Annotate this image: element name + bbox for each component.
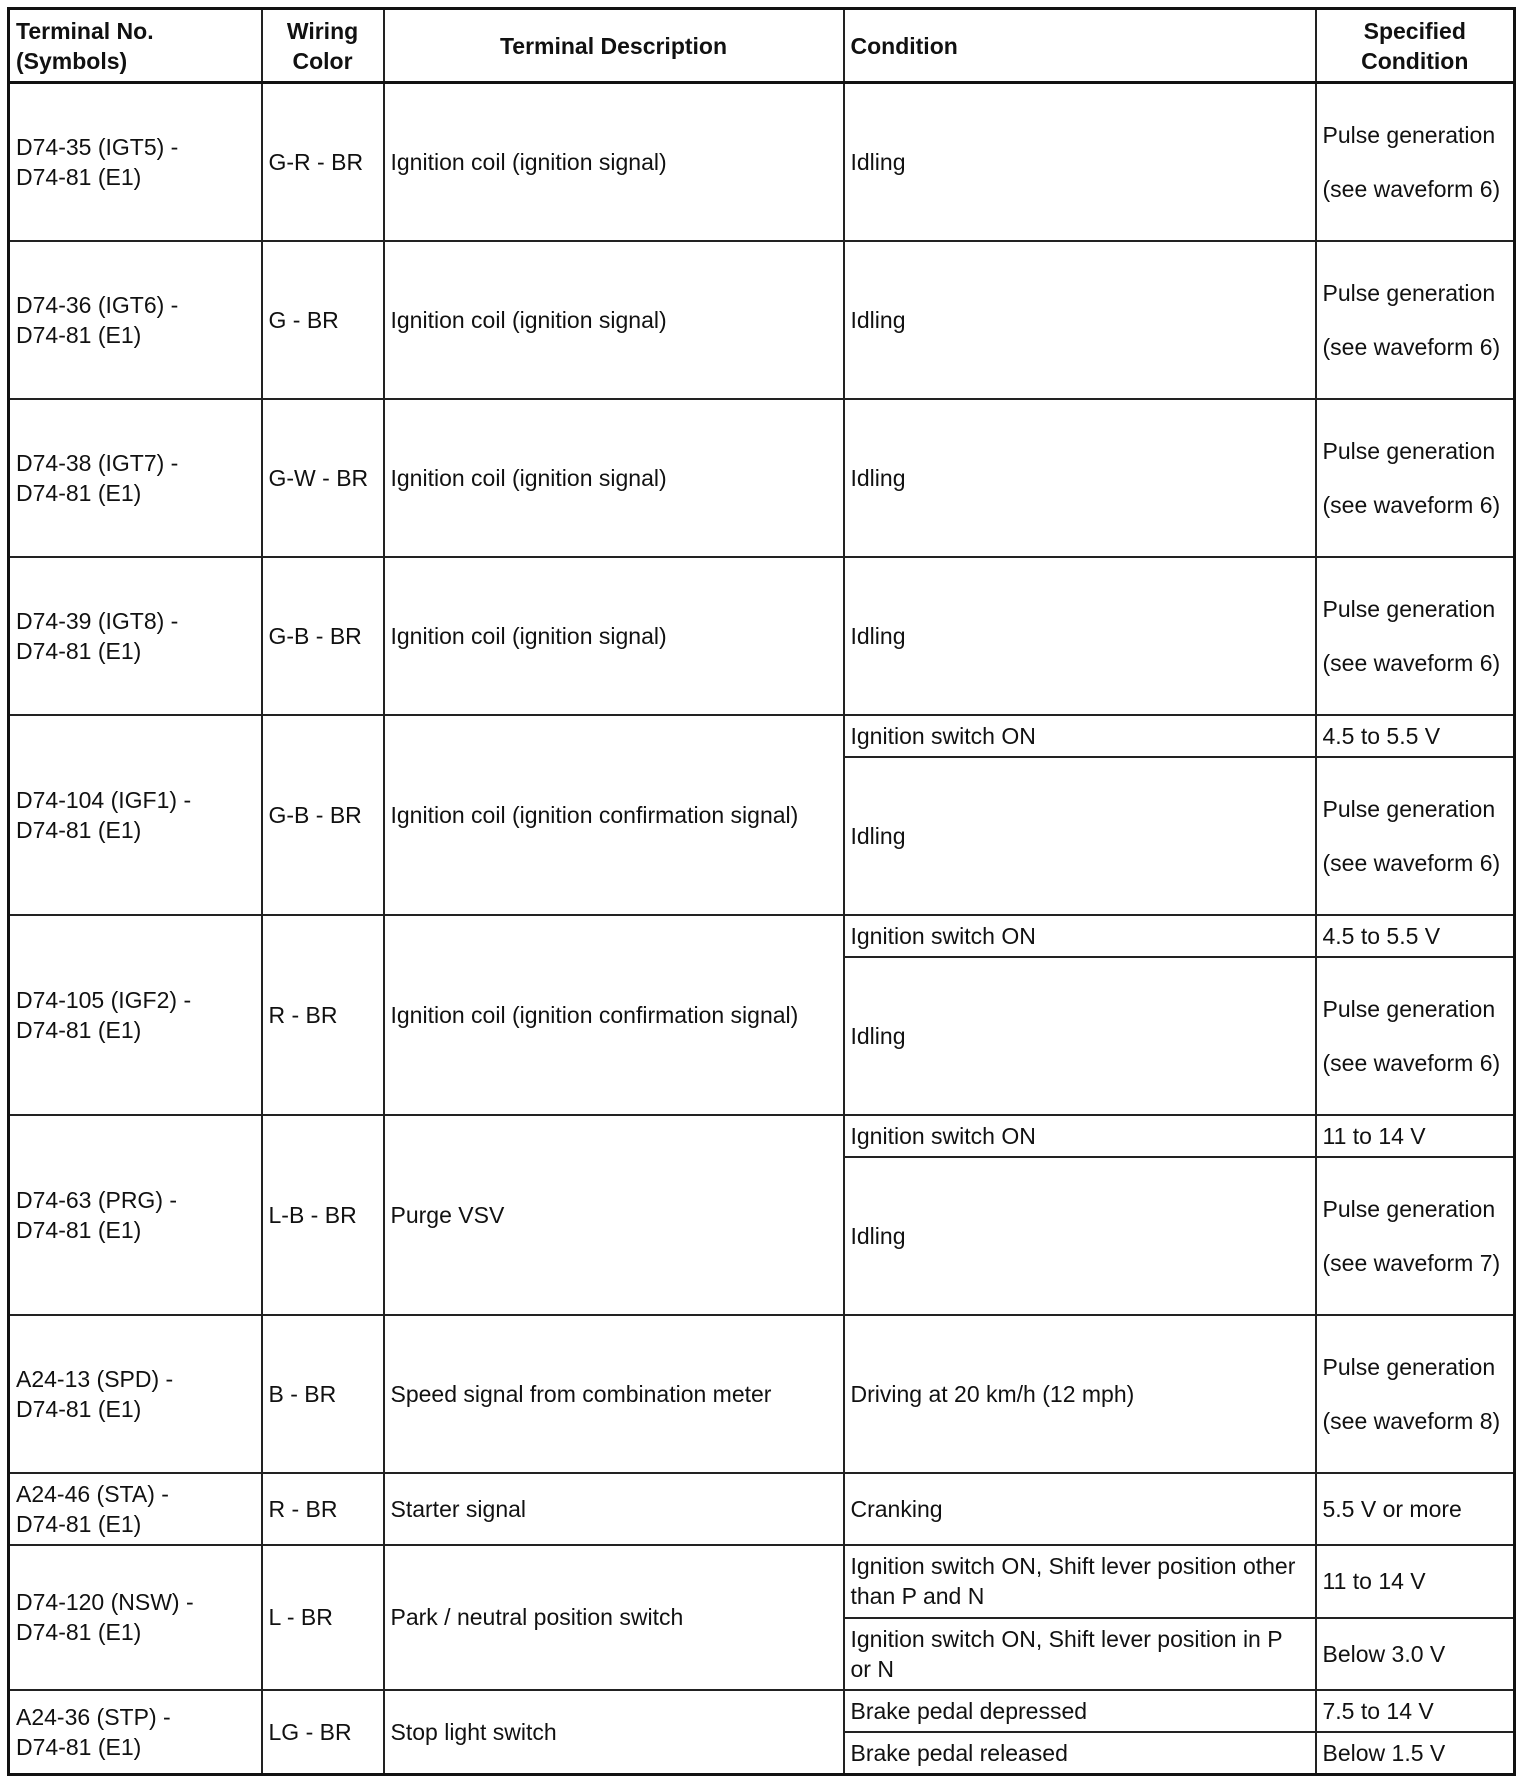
terminal-cell <box>9 1473 262 1545</box>
wiring-color-cell: L - BR <box>262 1545 384 1690</box>
table-row <box>9 1473 1515 1545</box>
table-row <box>9 399 1515 557</box>
condition-cell: Idling <box>844 1157 1316 1315</box>
specified-line: (see waveform 6) <box>1322 491 1501 518</box>
condition-cell: Ignition switch ON <box>844 1115 1316 1157</box>
terminal-cell <box>9 915 262 1115</box>
condition-cell: Cranking <box>844 1473 1316 1545</box>
specified-line: (see waveform 6) <box>1322 1049 1501 1076</box>
condition-cell: Brake pedal released <box>844 1732 1316 1775</box>
description-cell: Ignition coil (ignition confirmation signal) <box>384 715 844 915</box>
terminal-line: D74-81 (E1) <box>16 321 142 348</box>
wiring-color-cell: R - BR <box>262 915 384 1115</box>
specified-condition-cell <box>1316 915 1515 957</box>
specified-line: 5.5 V or more <box>1322 1495 1462 1522</box>
table-row <box>9 241 1515 399</box>
table-row <box>9 1545 1515 1618</box>
specified-line: 4.5 to 5.5 V <box>1322 922 1441 949</box>
terminal-line: A24-36 (STP) - <box>16 1703 171 1730</box>
condition-cell: Idling <box>844 757 1316 915</box>
terminal-line: D74-81 (E1) <box>16 1733 142 1760</box>
description-cell: Speed signal from combination meter <box>384 1315 844 1473</box>
specified-condition-cell <box>1316 957 1515 1115</box>
terminal-line: D74-81 (E1) <box>16 1619 142 1645</box>
specified-line: Pulse generation <box>1322 595 1496 622</box>
terminal-cell <box>9 1115 262 1315</box>
specified-line: (see waveform 6) <box>1322 649 1501 676</box>
terminal-table <box>7 7 1516 1776</box>
specified-line: Pulse generation <box>1322 437 1496 464</box>
terminal-line: A24-46 (STA) - <box>16 1480 169 1507</box>
specified-line: Below 1.5 V <box>1322 1739 1446 1766</box>
specified-condition-cell <box>1316 241 1515 399</box>
specified-line: 4.5 to 5.5 V <box>1322 722 1441 749</box>
condition-cell: Idling <box>844 399 1316 557</box>
description-cell: Purge VSV <box>384 1115 844 1315</box>
specified-condition-cell <box>1316 83 1515 241</box>
specified-condition-cell <box>1316 1157 1515 1315</box>
description-cell: Ignition coil (ignition signal) <box>384 557 844 715</box>
specified-condition-cell <box>1316 715 1515 757</box>
header-wiring: Wiring Color <box>262 9 384 83</box>
terminal-line: D74-81 (E1) <box>16 163 142 190</box>
table-row <box>9 915 1515 957</box>
condition-cell: Idling <box>844 957 1316 1115</box>
terminal-line: D74-81 (E1) <box>16 1016 142 1043</box>
wiring-color-cell: G-W - BR <box>262 399 384 557</box>
terminal-line: D74-81 (E1) <box>16 1216 142 1243</box>
table-row <box>9 557 1515 715</box>
condition-cell: Idling <box>844 557 1316 715</box>
terminal-line: D74-81 (E1) <box>16 637 142 664</box>
specified-line: Pulse generation <box>1322 1353 1496 1380</box>
specified-line: 11 to 14 V <box>1322 1122 1426 1149</box>
terminal-cell <box>9 399 262 557</box>
specified-line: Pulse generation <box>1322 995 1496 1022</box>
description-cell: Ignition coil (ignition signal) <box>384 83 844 241</box>
header-specified: Specified Condition <box>1316 9 1515 83</box>
specified-line: 11 to 14 V <box>1322 1568 1426 1594</box>
header-row <box>9 9 1515 83</box>
specified-line: Pulse generation <box>1322 1195 1496 1222</box>
specified-condition-cell <box>1316 1545 1515 1618</box>
condition-cell: Driving at 20 km/h (12 mph) <box>844 1315 1316 1473</box>
terminal-cell <box>9 1545 262 1690</box>
header-condition: Condition <box>844 9 1316 83</box>
specified-line: (see waveform 6) <box>1322 849 1501 876</box>
specified-condition-cell <box>1316 757 1515 915</box>
description-cell: Park / neutral position switch <box>384 1545 844 1690</box>
description-cell: Starter signal <box>384 1473 844 1545</box>
terminal-line: D74-35 (IGT5) - <box>16 133 179 160</box>
table-row <box>9 83 1515 241</box>
terminal-line: D74-81 (E1) <box>16 1395 142 1422</box>
specified-condition-cell <box>1316 399 1515 557</box>
wiring-color-cell: B - BR <box>262 1315 384 1473</box>
specified-line: (see waveform 7) <box>1322 1249 1501 1276</box>
description-cell: Ignition coil (ignition signal) <box>384 399 844 557</box>
terminal-line: D74-81 (E1) <box>16 479 142 506</box>
terminal-line: D74-81 (E1) <box>16 1510 142 1537</box>
specified-condition-cell <box>1316 1115 1515 1157</box>
terminal-line: A24-13 (SPD) - <box>16 1365 174 1392</box>
specified-condition-cell <box>1316 1690 1515 1732</box>
table-row <box>9 1690 1515 1732</box>
header-terminal: Terminal No. (Symbols) <box>9 9 262 83</box>
terminal-line: D74-120 (NSW) - <box>16 1589 194 1615</box>
wiring-color-cell: G-B - BR <box>262 557 384 715</box>
condition-cell: Idling <box>844 83 1316 241</box>
description-cell: Stop light switch <box>384 1690 844 1775</box>
terminal-cell <box>9 557 262 715</box>
specified-condition-cell <box>1316 1732 1515 1775</box>
wiring-color-cell: G-B - BR <box>262 715 384 915</box>
specified-condition-cell <box>1316 557 1515 715</box>
condition-cell: Brake pedal depressed <box>844 1690 1316 1732</box>
table-row <box>9 1115 1515 1157</box>
specified-line: Pulse generation <box>1322 121 1496 148</box>
specified-line: (see waveform 6) <box>1322 175 1501 202</box>
specified-condition-cell <box>1316 1315 1515 1473</box>
terminal-line: D74-105 (IGF2) - <box>16 986 192 1013</box>
specified-condition-cell <box>1316 1618 1515 1690</box>
terminal-line: D74-63 (PRG) - <box>16 1186 178 1213</box>
specified-line: (see waveform 8) <box>1322 1407 1501 1434</box>
wiring-color-cell: R - BR <box>262 1473 384 1545</box>
specified-line: Pulse generation <box>1322 795 1496 822</box>
terminal-line: D74-39 (IGT8) - <box>16 607 179 634</box>
table-row <box>9 1315 1515 1473</box>
description-cell: Ignition coil (ignition confirmation signal) <box>384 915 844 1115</box>
condition-cell: Ignition switch ON, Shift lever position other than P and N <box>844 1545 1316 1618</box>
wiring-color-cell: L-B - BR <box>262 1115 384 1315</box>
terminal-cell <box>9 715 262 915</box>
wiring-color-cell: LG - BR <box>262 1690 384 1775</box>
specified-condition-cell <box>1316 1473 1515 1545</box>
description-cell: Ignition coil (ignition signal) <box>384 241 844 399</box>
terminal-line: D74-81 (E1) <box>16 816 142 843</box>
terminal-line: D74-36 (IGT6) - <box>16 291 179 318</box>
specified-line: 7.5 to 14 V <box>1322 1697 1434 1724</box>
wiring-color-cell: G-R - BR <box>262 83 384 241</box>
terminal-cell <box>9 1315 262 1473</box>
condition-cell: Ignition switch ON, Shift lever position in P or N <box>844 1618 1316 1690</box>
terminal-cell <box>9 1690 262 1775</box>
terminal-line: D74-104 (IGF1) - <box>16 786 192 813</box>
condition-cell: Ignition switch ON <box>844 715 1316 757</box>
header-description: Terminal Description <box>384 9 844 83</box>
condition-cell: Idling <box>844 241 1316 399</box>
terminal-line: D74-38 (IGT7) - <box>16 449 179 476</box>
specified-line: (see waveform 6) <box>1322 333 1501 360</box>
terminal-cell <box>9 83 262 241</box>
specified-line: Pulse generation <box>1322 279 1496 306</box>
table-row <box>9 715 1515 757</box>
condition-cell: Ignition switch ON <box>844 915 1316 957</box>
specified-line: Below 3.0 V <box>1322 1640 1446 1667</box>
terminal-cell <box>9 241 262 399</box>
wiring-color-cell: G - BR <box>262 241 384 399</box>
